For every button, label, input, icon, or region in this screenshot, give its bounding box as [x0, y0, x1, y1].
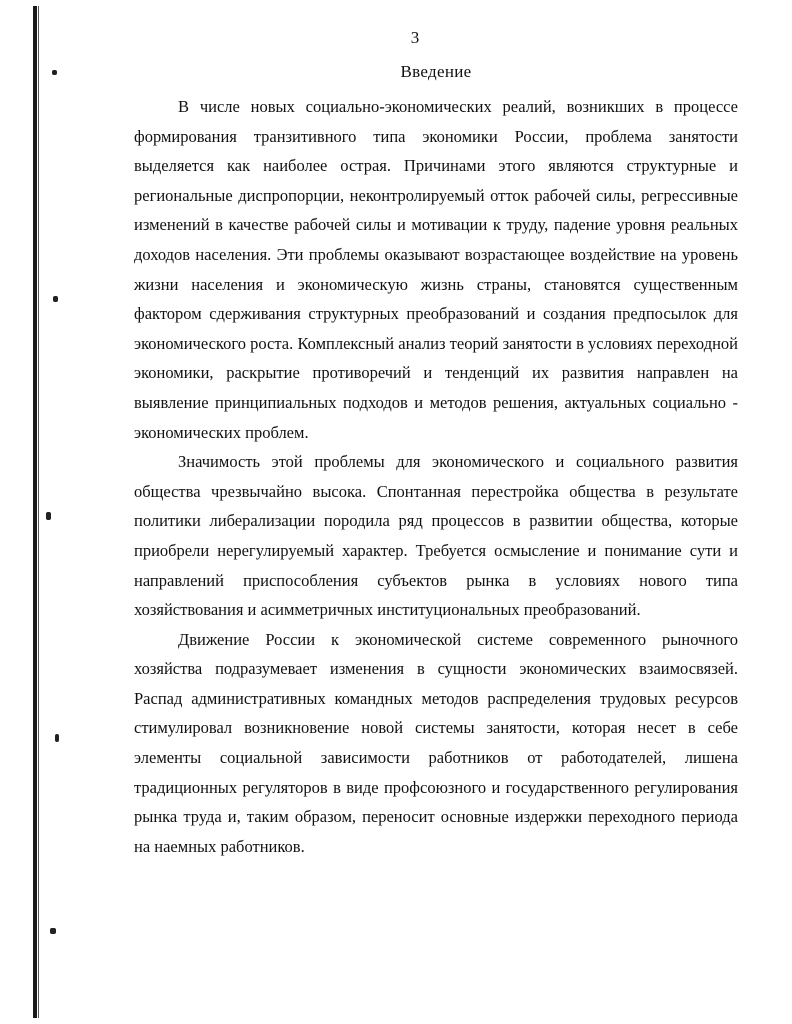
section-heading: Введение — [400, 62, 472, 81]
paragraph: Движение России к экономической системе современного рыночного хозяйства подразумевает изменения в сущности экономических взаимосвязей. Распад административных командных методов распределения трудовых ресурсов стимулировал возникновение новой системы занятости, которая несет в себе элементы социальной зависимости работников от работодателей, лишена традиционных регуляторов в виде профсоюзного и государственного регулирования рынка труда и, таким образом, переносит основные издержки переходного периода на наемных работников. — [134, 629, 738, 856]
page-number: 3 — [410, 28, 420, 47]
paragraph: Значимость этой проблемы для экономического и социального развития общества чрезвычайно высока. Спонтанная перестройка общества в результате политики либерализации породила ряд процессов в развитии общества, которые приобрели нерегулируемый характер. Требуется осмысление и понимание сути и направлений приспособления субъектов рынка в условиях нового типа хозяйствования и асимметричных институциональных преобразований. — [134, 452, 738, 620]
scan-speck-mark — [55, 734, 59, 742]
binding-edge-shadow — [38, 6, 39, 1018]
paragraph: В числе новых социально-экономических реалий, возникших в процессе формирования транзитивного типа экономики России, проблема занятости выделяется как наиболее острая. Причинами этого являются структурные и региональные диспропорции, неконтролируемый отток рабочей силы, регрессивные изменений в качестве рабочей силы и мотивации к труду, падение уровня реальных доходов населения. Эти проблемы оказывают возрастающее воздействие на уровень жизни населения и экономическую жизнь страны, становятся существенным фактором сдерживания структурных преобразований и создания предпосылок для экономического роста. Комплексный анализ теорий занятости в условиях переходной экономики, раскрытие противоречий и тенденций их развития направлен на выявление принципиальных подходов и методов решения, актуальных социально - экономических проблем. — [134, 97, 738, 442]
binding-edge-line — [33, 6, 37, 1018]
scan-speck-mark — [53, 296, 58, 302]
body-text — [134, 92, 738, 861]
scan-speck-mark — [50, 928, 56, 934]
scan-speck-mark — [46, 512, 51, 520]
